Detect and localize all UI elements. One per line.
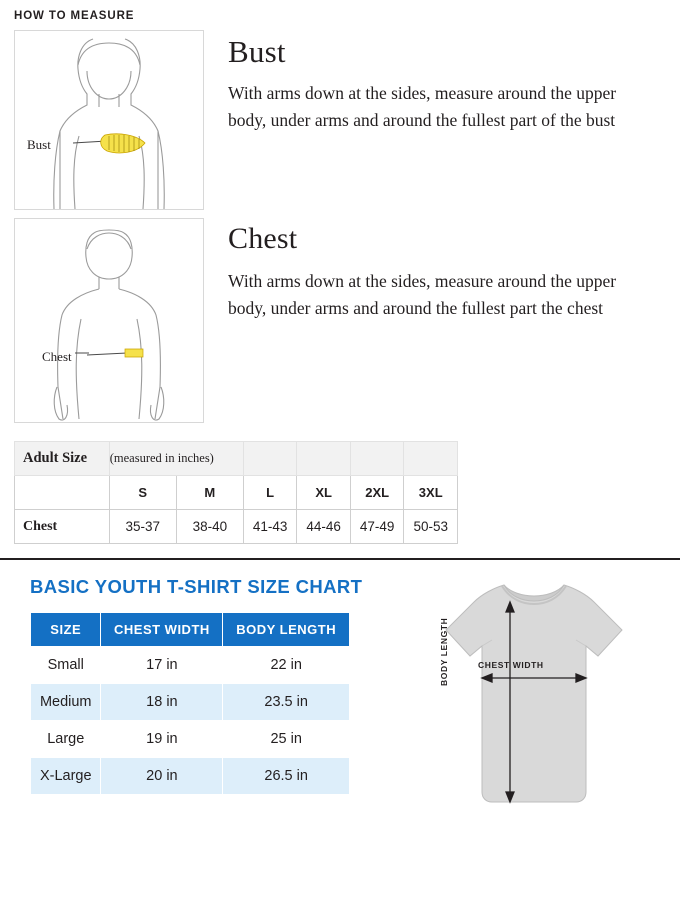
adult-size-3xl: 3XL — [404, 476, 458, 510]
table-row — [31, 647, 350, 684]
bust-figure-label: Bust — [27, 137, 51, 152]
youth-chest-xlarge: 20 in — [101, 758, 223, 795]
chest-title: Chest — [228, 222, 298, 255]
measure-block-bust — [14, 30, 680, 210]
adult-size-m: M — [176, 476, 243, 510]
bust-description: With arms down at the sides, measure around the upper body, under arms and around the fullest part of the bust — [228, 83, 617, 130]
bust-figure-box — [14, 30, 204, 210]
youth-size-medium: Medium — [31, 684, 101, 721]
measure-block-chest — [14, 218, 680, 423]
header-blank-4 — [404, 442, 458, 476]
youth-col-chest-width: CHEST WIDTH — [101, 613, 223, 647]
youth-size-large: Large — [31, 721, 101, 758]
adult-table-note: (measured in inches) — [109, 442, 243, 476]
youth-size-table — [30, 612, 350, 795]
bust-measure-tape — [15, 31, 203, 209]
table-row — [31, 758, 350, 795]
chest-figure-label: Chest — [42, 349, 72, 364]
table-row — [15, 442, 458, 476]
body-length-arrow-label: BODY LENGTH — [439, 617, 449, 686]
adult-size-s: S — [109, 476, 176, 510]
youth-col-size: SIZE — [31, 613, 101, 647]
youth-chart-title: BASIC YOUTH T-SHIRT SIZE CHART — [30, 576, 363, 597]
chest-description: With arms down at the sides, measure around the upper body, under arms and around the fullest part the chest — [228, 271, 617, 318]
adult-table-title: Adult Size — [15, 442, 110, 476]
youth-chest-large: 19 in — [101, 721, 223, 758]
table-row — [31, 684, 350, 721]
tshirt-diagram — [382, 568, 652, 818]
youth-chest-small: 17 in — [101, 647, 223, 684]
bust-text-block — [228, 30, 628, 133]
table-row — [31, 721, 350, 758]
chest-figure-box — [14, 218, 204, 423]
how-to-measure-heading: HOW TO MEASURE — [14, 10, 135, 22]
adult-size-2xl: 2XL — [350, 476, 404, 510]
youth-size-xlarge: X-Large — [31, 758, 101, 795]
youth-size-small: Small — [31, 647, 101, 684]
table-row — [15, 510, 458, 544]
adult-size-xl: XL — [297, 476, 351, 510]
adult-chest-3xl: 50-53 — [404, 510, 458, 544]
bust-title: Bust — [228, 34, 286, 69]
adult-size-l: L — [243, 476, 297, 510]
header-blank-2 — [297, 442, 351, 476]
youth-size-section — [0, 560, 680, 795]
header-blank-3 — [350, 442, 404, 476]
adult-chest-s: 35-37 — [109, 510, 176, 544]
youth-length-large: 25 in — [223, 721, 350, 758]
chest-width-arrow-label: CHEST WIDTH — [478, 660, 544, 670]
youth-chest-medium: 18 in — [101, 684, 223, 721]
header-blank-1 — [243, 442, 297, 476]
youth-col-body-length: BODY LENGTH — [223, 613, 350, 647]
adult-chest-l: 41-43 — [243, 510, 297, 544]
adult-chest-xl: 44-46 — [297, 510, 351, 544]
youth-length-xlarge: 26.5 in — [223, 758, 350, 795]
adult-chest-2xl: 47-49 — [350, 510, 404, 544]
adult-size-table — [14, 441, 458, 544]
size-row-blank — [15, 476, 110, 510]
tshirt-illustration — [382, 568, 652, 818]
youth-length-medium: 23.5 in — [223, 684, 350, 721]
adult-size-table-wrap — [14, 441, 458, 544]
chest-text-block — [228, 218, 618, 321]
youth-length-small: 22 in — [223, 647, 350, 684]
table-header-row — [31, 613, 350, 647]
adult-row-label-chest: Chest — [15, 510, 110, 544]
adult-chest-m: 38-40 — [176, 510, 243, 544]
chest-measure-tape — [15, 219, 203, 422]
table-row — [15, 476, 458, 510]
